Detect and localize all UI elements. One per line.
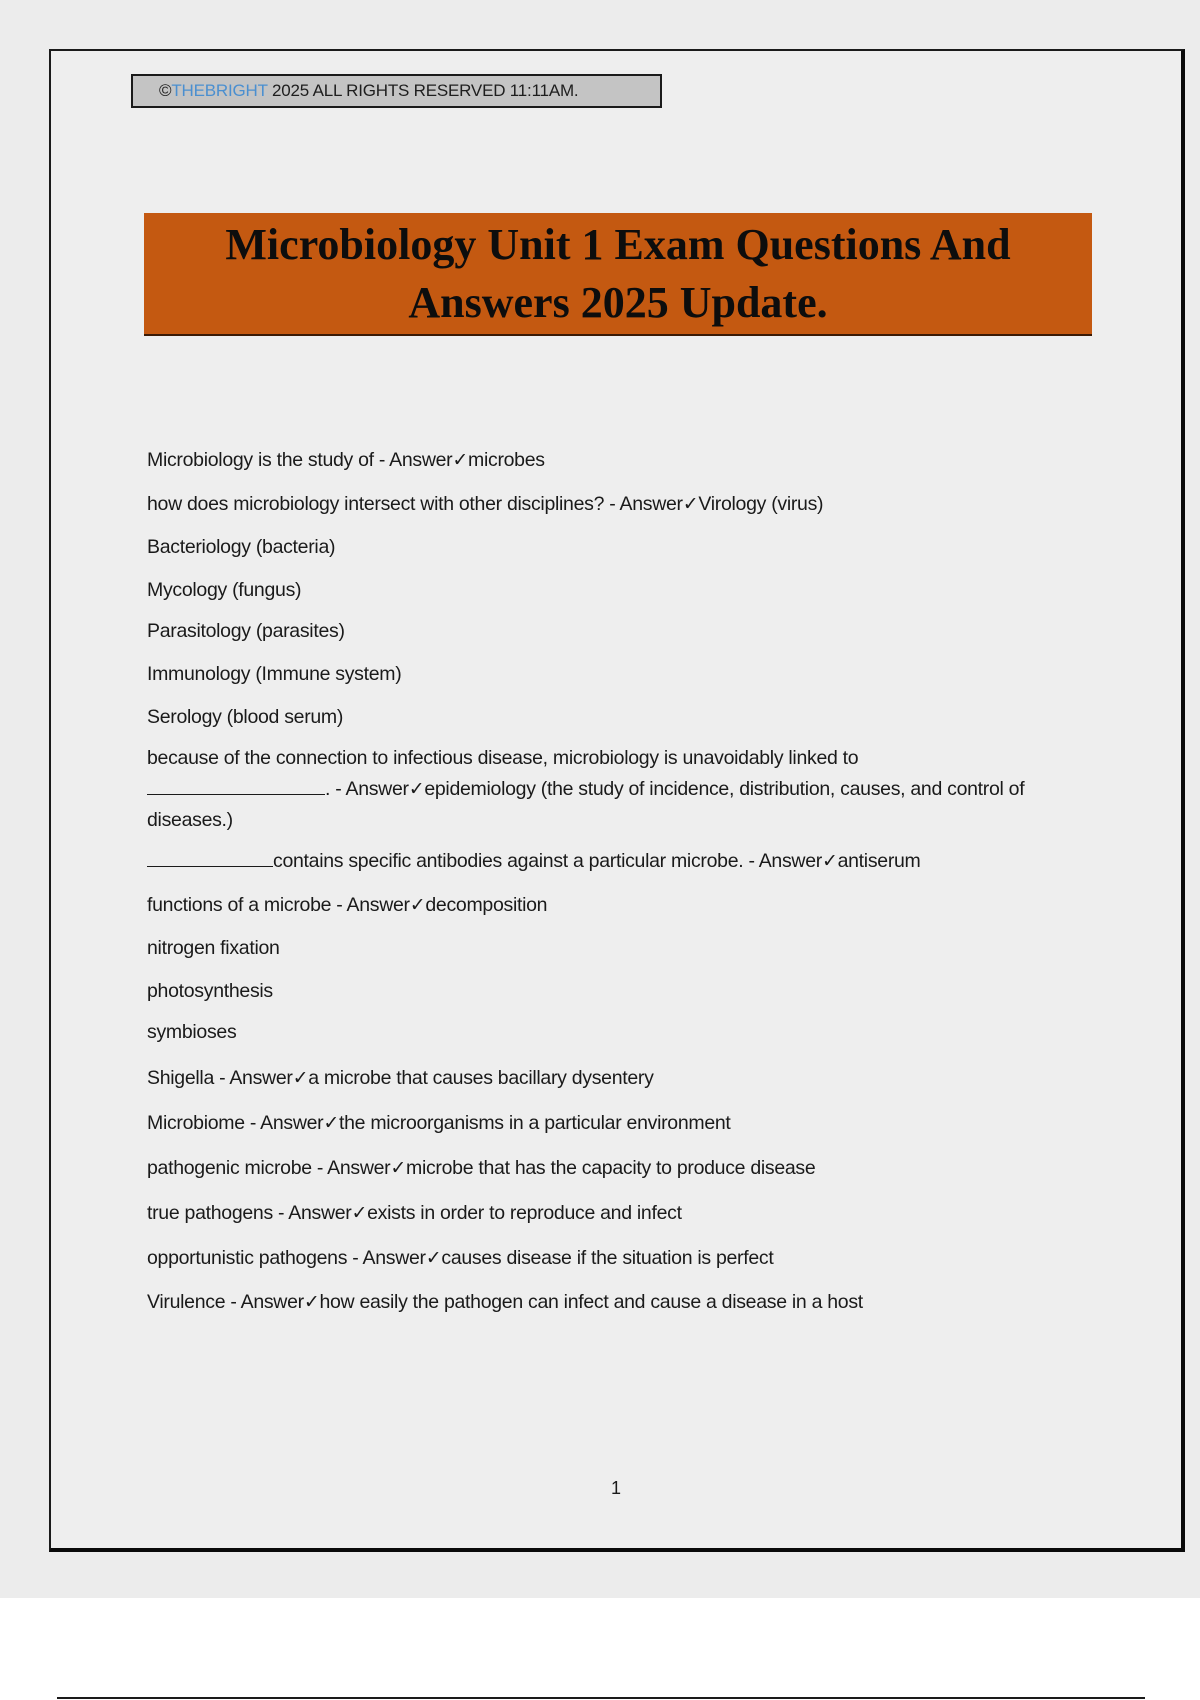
answer-text: epidemiology (the study of incidence, distribution, causes, and control of diseases.) xyxy=(147,778,1025,831)
list-line: Bacteriology (bacteria) xyxy=(147,536,336,558)
qa-line: Microbiology is the study of - Answer✓microbes xyxy=(147,449,545,471)
answer-text: how easily the pathogen can infect and cause a disease in a host xyxy=(319,1291,863,1313)
list-line: Mycology (fungus) xyxy=(147,579,302,601)
qa-line: opportunistic pathogens - Answer✓causes disease if the situation is perfect xyxy=(147,1247,774,1269)
answer-text: Virology (virus) xyxy=(698,493,824,515)
answer-label: Answer xyxy=(362,1247,426,1269)
title-line-1: Microbiology Unit 1 Exam Questions And xyxy=(225,220,1011,269)
answer-label: Answer xyxy=(346,894,410,916)
list-line: nitrogen fixation xyxy=(147,937,280,959)
checkmark-icon: ✓ xyxy=(323,1112,339,1134)
answer-text: antiserum xyxy=(837,850,921,872)
list-line: Serology (blood serum) xyxy=(147,706,344,728)
answer-text: a microbe that causes bacillary dysentery xyxy=(308,1067,654,1089)
answer-label: Answer xyxy=(327,1157,391,1179)
copyright-symbol: © xyxy=(159,81,172,100)
answer-text: microbes xyxy=(468,449,545,471)
document-page xyxy=(49,49,1185,1552)
answer-label: Answer xyxy=(260,1112,324,1134)
list-line: symbioses xyxy=(147,1021,237,1043)
checkmark-icon: ✓ xyxy=(682,493,699,515)
list-line: photosynthesis xyxy=(147,980,273,1002)
checkmark-icon: ✓ xyxy=(425,1247,442,1269)
copyright-text: 2025 ALL RIGHTS RESERVED 11:11AM. xyxy=(267,81,579,100)
checkmark-icon: ✓ xyxy=(821,850,838,872)
checkmark-icon: ✓ xyxy=(452,449,469,471)
answer-label: Answer xyxy=(240,1291,304,1313)
qa-line: Shigella - Answer✓a microbe that causes bacillary dysentery xyxy=(147,1067,654,1089)
qa-line: how does microbiology intersect with other disciplines? - Answer✓Virology (virus) xyxy=(147,493,824,515)
list-line: Immunology (Immune system) xyxy=(147,663,402,685)
answer-label: Answer xyxy=(229,1067,293,1089)
page-number: 1 xyxy=(610,1478,621,1498)
brand-name: THEBRIGHT xyxy=(171,81,268,100)
fill-in-blank xyxy=(147,777,325,795)
copyright-header xyxy=(131,74,662,108)
next-page-top-rule xyxy=(57,1697,1145,1699)
checkmark-icon: ✓ xyxy=(390,1157,406,1179)
qa-line: contains specific antibodies against a particular microbe. - Answer✓antiserum xyxy=(147,849,921,873)
checkmark-icon: ✓ xyxy=(409,894,426,916)
answer-text: the microorganisms in a particular environment xyxy=(339,1112,731,1134)
qa-line: because of the connection to infectious disease, microbiology is unavoidably linked to . - Answer✓epidemiology (the study of incidence, distribution, causes, and control of diseases.) xyxy=(147,747,1025,831)
answer-text: causes disease if the situation is perfect xyxy=(441,1247,774,1269)
answer-label: Answer xyxy=(758,850,822,872)
answer-label: Answer xyxy=(619,493,683,515)
qa-line: pathogenic microbe - Answer✓microbe that has the capacity to produce disease xyxy=(147,1157,816,1179)
document-title xyxy=(144,213,1092,336)
answer-text: microbe that has the capacity to produce disease xyxy=(406,1157,816,1179)
answer-text: decomposition xyxy=(425,894,548,916)
title-line-2: Answers 2025 Update. xyxy=(408,278,828,327)
checkmark-icon: ✓ xyxy=(303,1291,320,1313)
qa-line: Virulence - Answer✓how easily the pathogen can infect and cause a disease in a host xyxy=(147,1291,863,1313)
checkmark-icon: ✓ xyxy=(292,1067,309,1089)
qa-line: Microbiome - Answer✓the microorganisms in a particular environment xyxy=(147,1112,731,1134)
answer-label: Answer xyxy=(345,778,409,800)
list-line: Parasitology (parasites) xyxy=(147,620,345,642)
answer-text: exists in order to reproduce and infect xyxy=(367,1202,682,1224)
answer-label: Answer xyxy=(389,449,453,471)
fill-in-blank xyxy=(147,849,273,867)
checkmark-icon: ✓ xyxy=(351,1202,368,1224)
checkmark-icon: ✓ xyxy=(408,778,425,800)
qa-line: functions of a microbe - Answer✓decomposition xyxy=(147,894,548,916)
qa-line: true pathogens - Answer✓exists in order to reproduce and infect xyxy=(147,1202,682,1224)
answer-label: Answer xyxy=(288,1202,352,1224)
